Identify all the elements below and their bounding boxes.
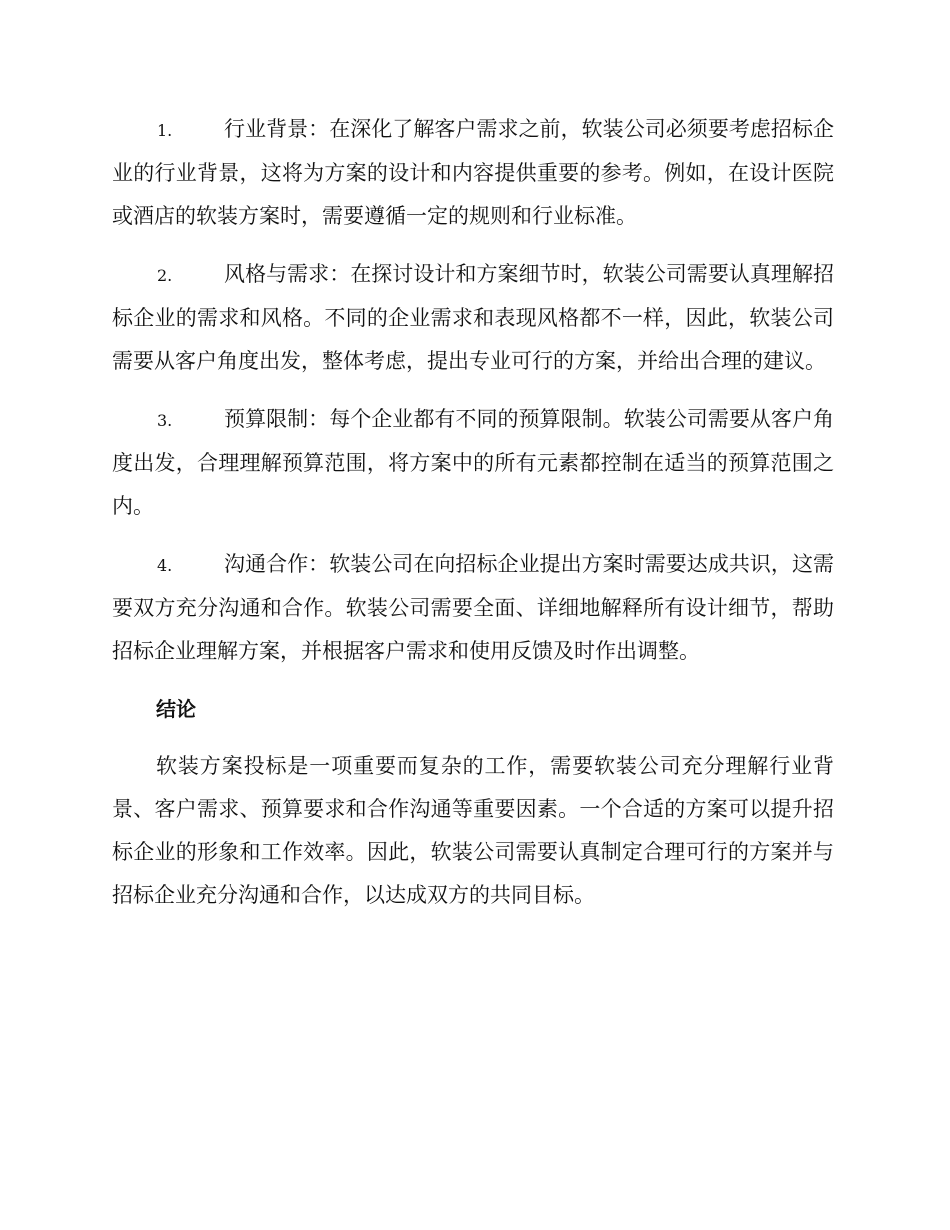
list-item-text: 行业背景：在深化了解客户需求之前，软装公司必须要考虑招标企业的行业背景，这将为方案的设计和内容提供重要的参考。例如，在设计医院或酒店的软装方案时，需要遵循一定的规则和行业标准。 [112,117,834,228]
list-item-style-and-needs [112,253,834,383]
list-item-number: 4. [157,556,173,575]
list-item-text: 风格与需求：在探讨设计和方案细节时，软装公司需要认真理解招标企业的需求和风格。不同的企业需求和表现风格都不一样，因此，软装公司需要从客户角度出发，整体考虑，提出专业可行的方案，并给出合理的建议。 [112,262,834,373]
conclusion-paragraph: 软装方案投标是一项重要而复杂的工作，需要软装公司充分理解行业背景、客户需求、预算要求和合作沟通等重要因素。一个合适的方案可以提升招标企业的形象和工作效率。因此，软装公司需要认真制定合理可行的方案并与招标企业充分沟通和合作，以达成双方的共同目标。 [112,754,834,907]
list-item-number: 1. [157,121,173,140]
list-item-text: 预算限制：每个企业都有不同的预算限制。软装公司需要从客户角度出发，合理理解预算范围，将方案中的所有元素都控制在适当的预算范围之内。 [112,407,834,518]
conclusion-heading: 结论 [156,697,196,721]
list-item-number: 3. [157,411,173,430]
list-item-text: 沟通合作：软装公司在向招标企业提出方案时需要达成共识，这需要双方充分沟通和合作。软装公司需要全面、详细地解释所有设计细节，帮助招标企业理解方案，并根据客户需求和使用反馈及时作出调整。 [112,552,834,663]
document-page [112,108,834,917]
list-item-budget-limits [112,398,834,528]
list-item-number: 2. [157,266,173,285]
list-item-communication [112,543,834,673]
list-item-industry-background [112,108,834,238]
